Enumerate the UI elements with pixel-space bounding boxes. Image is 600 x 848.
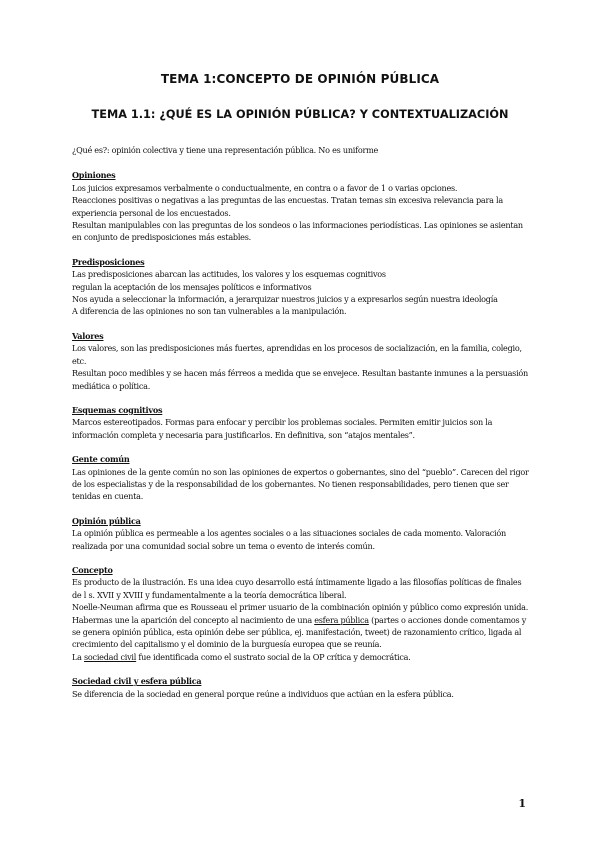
intro-line: ¿Qué es?: opinión colectiva y tiene una representación pública. No es uniforme [72, 145, 379, 155]
paragraph: Los valores, son las predisposiciones más fuertes, aprendidas en los procesos de socialización, en la familia, colegio, etc. [72, 343, 522, 366]
paragraph: Resultan poco medibles y se hacen más férreos a medida que se envejece. Resultan bastante inmunes a la persuasión mediática o política. [72, 368, 528, 391]
document-subtitle: TEMA 1.1: ¿QUÉ ES LA OPINIÓN PÚBLICA? Y CONTEXTUALIZACIÓN [91, 108, 509, 121]
section-heading: Predisposiciones [72, 256, 145, 267]
section-gente-comun [72, 453, 530, 503]
paragraph: Reacciones positivas o negativas a las preguntas de las encuestas. Tratan temas sin excesiva relevancia para la experiencia personal de los encuestados. [72, 195, 503, 218]
document-title: TEMA 1:CONCEPTO DE OPINIÓN PÚBLICA [160, 72, 440, 86]
section-heading: Concepto [72, 564, 113, 575]
text-run: (partes o acciones donde comentamos y se genera opinión pública, esta opinión debe ser pública, ej. manifestación, tweet) de razonamiento crítico, ligada al crecimiento del capitalismo y el dominio de la burguesía europea que se reunía. [72, 614, 527, 650]
page-number: 1 [518, 797, 526, 810]
paragraph: Los juicios expresamos verbalmente o conductualmente, en contra o a favor de 1 o varias opciones. [72, 182, 458, 193]
paragraph: Las opiniones de la gente común no son las opiniones de expertos o gobernantes, sino del “pueblo”. Carecen del rigor de los especialistas y de la responsabilidad de los gobernantes. No tienen responsabilidades, pero tienen que ser tenidas en cuenta. [72, 466, 529, 502]
section-heading: Gente común [72, 454, 130, 465]
section-concepto [72, 564, 530, 663]
text-run: fue identificada como el sustrato social de la OP crítica y democrática. [136, 651, 411, 662]
section-heading: Sociedad civil y esfera pública [72, 676, 202, 687]
paragraph: La opinión pública es permeable a los agentes sociales o a las situaciones sociales de cada momento. Valoración realizada por una comunidad social sobre un tema o evento de interés común. [72, 528, 506, 551]
underlined-term-esfera-publica: esfera pública [314, 614, 369, 625]
paragraph [72, 614, 530, 651]
text-run: La [72, 651, 85, 662]
paragraph: A diferencia de las opiniones no son tan vulnerables a la manipulación. [72, 306, 347, 317]
paragraph: Marcos estereotipados. Formas para enfocar y percibir los problemas sociales. Permiten emitir juicios son la información completa y necesaria para justificarlos. En definitiva, son “atajos mentales”. [72, 417, 493, 440]
paragraph: Resultan manipulables con las preguntas de los sondeos o las informaciones periodísticas. Las opiniones se asientan en conjunto de predisposiciones más estables. [72, 220, 523, 243]
paragraph [72, 651, 530, 663]
section-heading: Esquemas cognitivos [72, 404, 163, 415]
document-body [72, 144, 530, 712]
underlined-term-sociedad-civil: sociedad civil [84, 651, 137, 662]
paragraph: Se diferencia de la sociedad en general porque reúne a individuos que actúan en la esfera pública. [72, 688, 454, 699]
section-esquemas-cognitivos [72, 404, 530, 441]
paragraph: Las predisposiciones abarcan las actitudes, los valores y los esquemas cognitivos [72, 269, 386, 280]
section-heading: Opinión pública [72, 515, 141, 526]
section-heading: Opiniones [72, 170, 116, 181]
section-sociedad-civil [72, 675, 530, 700]
section-predisposiciones [72, 256, 530, 318]
text-run: Habermas une la aparición del concepto al nacimiento de una [72, 614, 315, 625]
paragraph: Es producto de la ilustración. Es una idea cuyo desarrollo está íntimamente ligado a las filosofías políticas de finales de l s. XVII y XVIII y fundamentalmente a la teoría democrática liberal. [72, 577, 522, 600]
section-heading: Valores [72, 330, 104, 341]
section-opiniones [72, 169, 530, 243]
section-opinion-publica [72, 515, 530, 552]
section-valores [72, 330, 530, 392]
paragraph: Noelle-Neuman afirma que es Rousseau el primer usuario de la combinación opinión y público como expresión unida. [72, 602, 529, 613]
paragraph: regulan la aceptación de los mensajes políticos e informativos [72, 281, 312, 292]
paragraph: Nos ayuda a seleccionar la información, a jerarquizar nuestros juicios y a expresarlos según nuestra ideología [72, 294, 498, 305]
